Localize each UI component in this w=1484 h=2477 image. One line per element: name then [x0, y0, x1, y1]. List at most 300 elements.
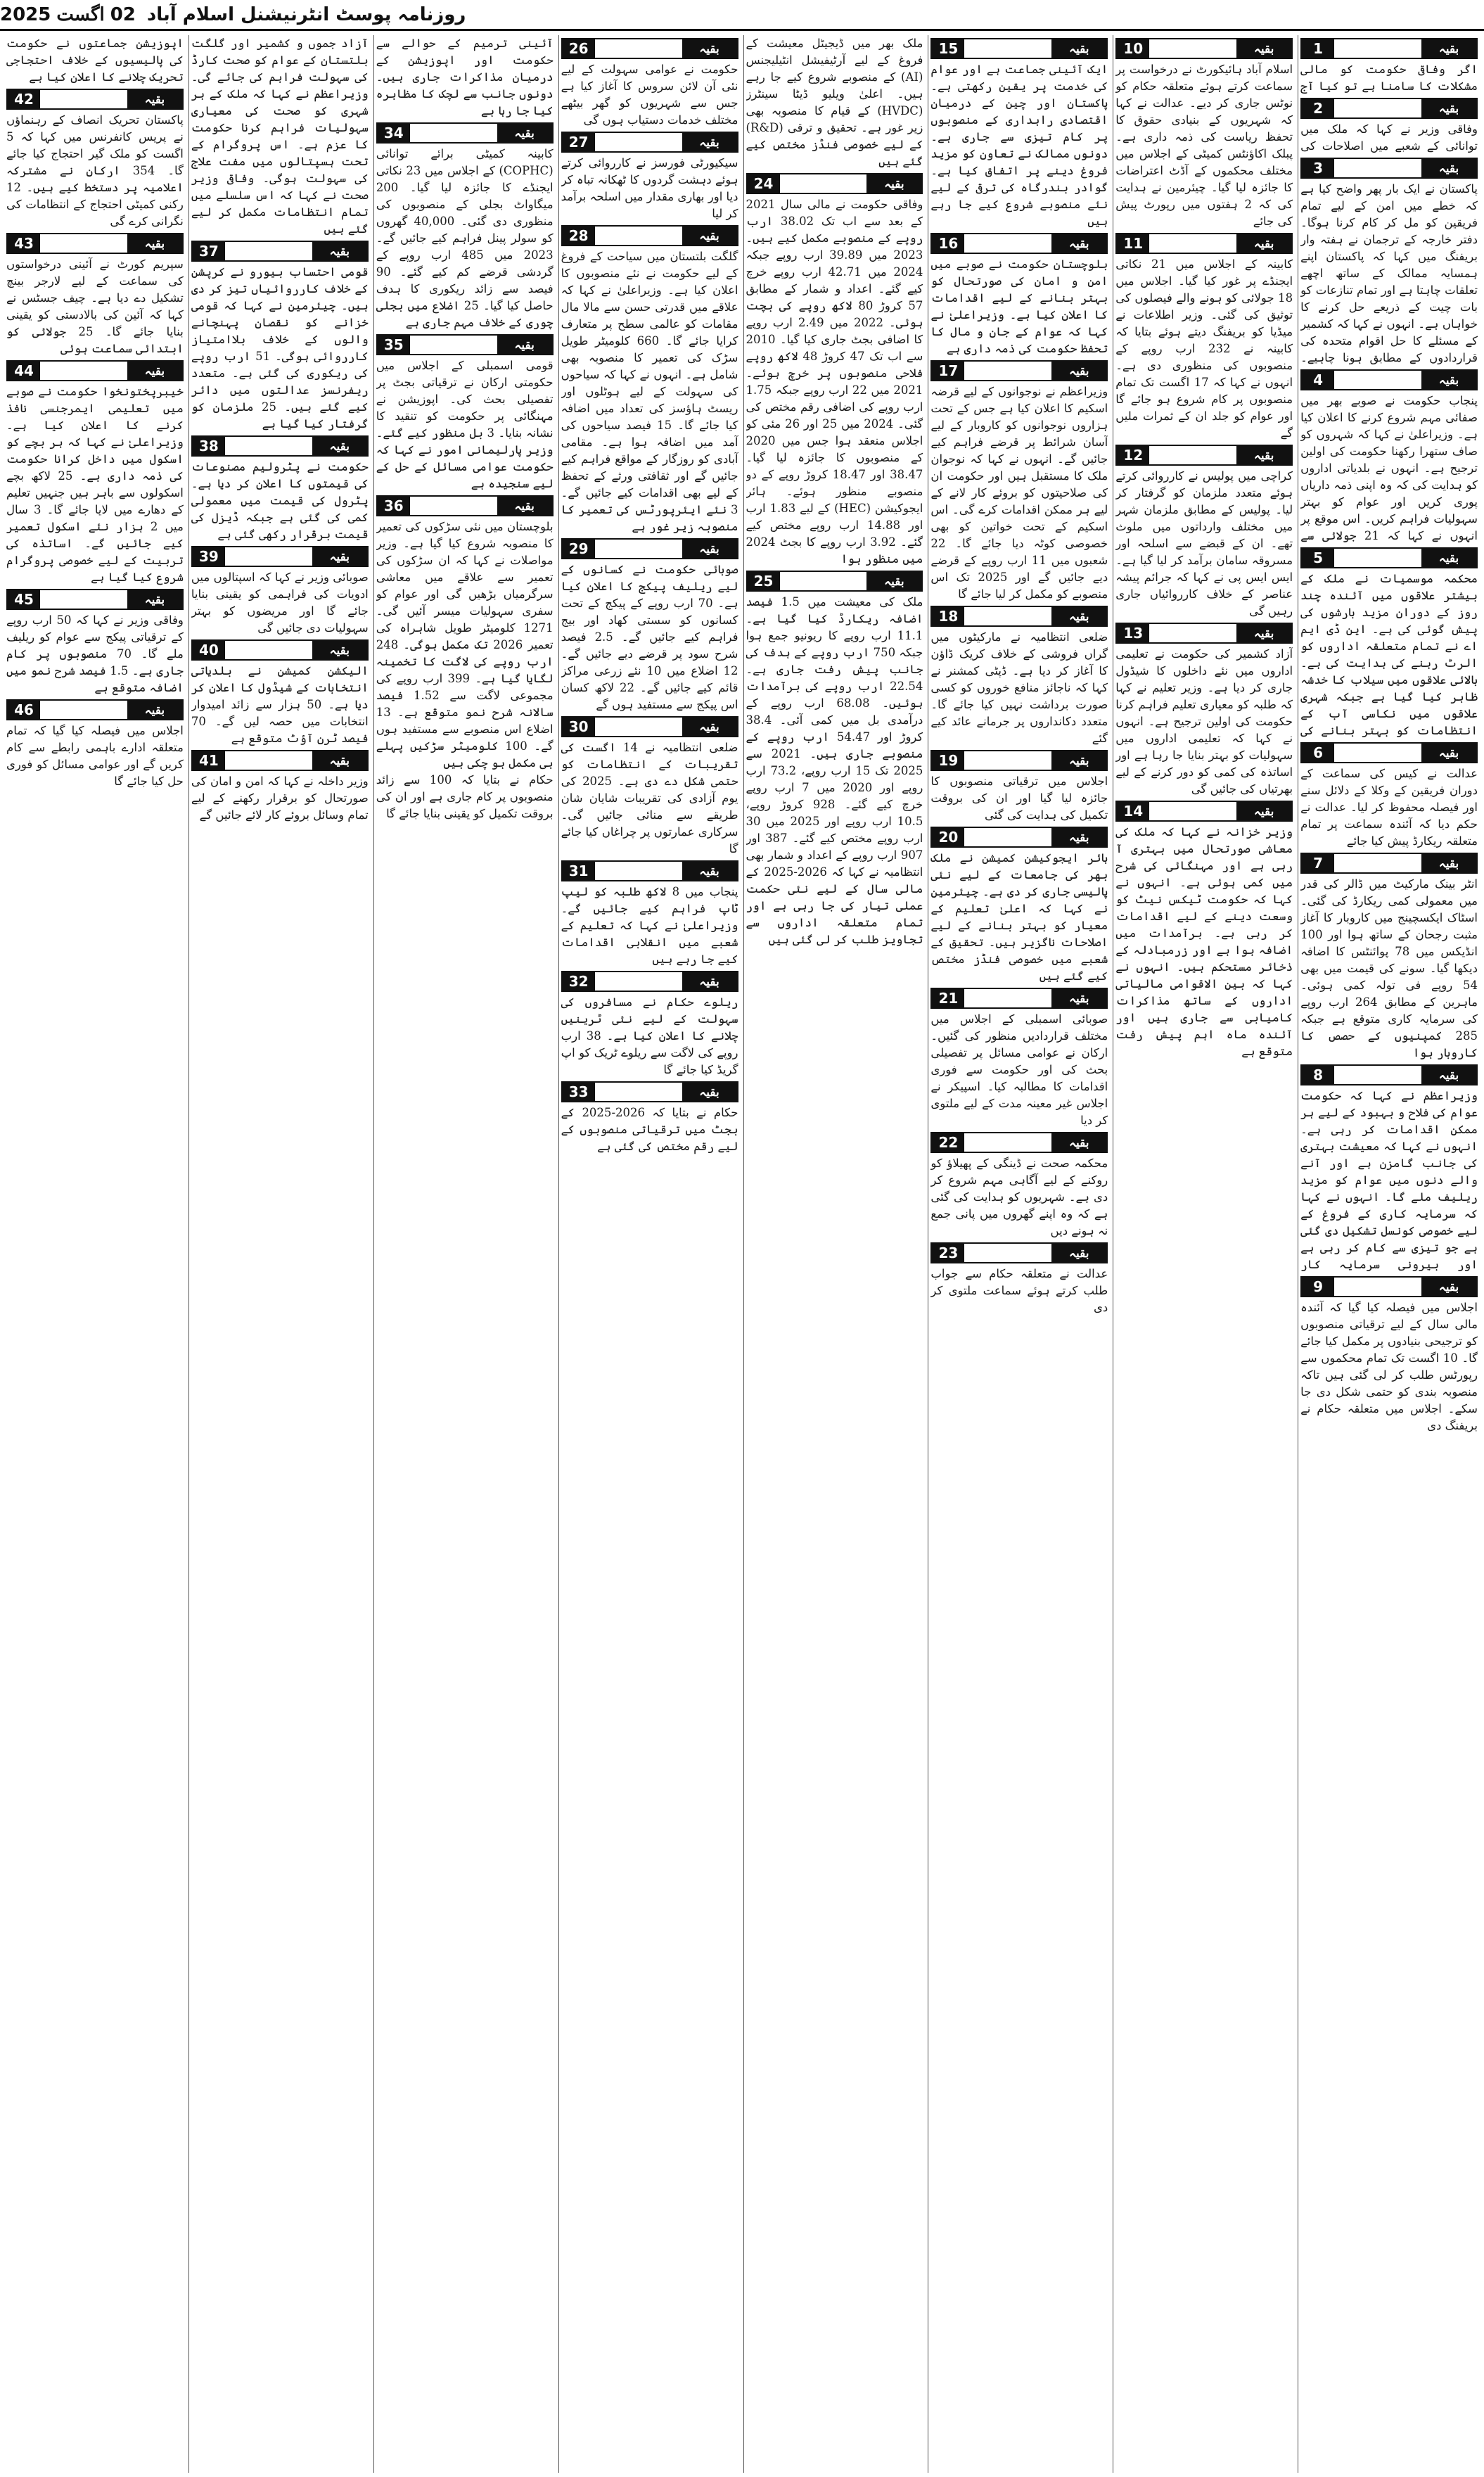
- header-bar: [1334, 549, 1421, 567]
- continuation-label: بقیہ: [682, 540, 737, 558]
- story-10: [1115, 35, 1293, 230]
- continuation-label: بقیہ: [312, 437, 367, 455]
- story-number: 2: [1302, 99, 1334, 117]
- story-cont-4-3: [746, 864, 923, 2473]
- continuation-label: بقیہ: [1051, 989, 1106, 1007]
- header-bar: [595, 972, 682, 991]
- header-bar: [595, 540, 682, 558]
- masthead: [0, 0, 1484, 31]
- story-body: اسلام آباد ہائیکورٹ نے درخواست پر سماعت کرتے ہوئے متعلقہ حکام کو نوٹس جاری کر دیے۔ عدالت نے کہا کہ شہریوں کے بنیادی حقوق کا تحفظ ریاست کی ذمہ داری ہے۔ پبلک اکاؤنٹس کمیٹی کے اجلاس میں مختلف محکموں کے آڈٹ اعتراضات کا جائزہ لیا گیا۔ چیئرمین نے ہدایت کی کہ 2 ہفتوں میں رپورٹ پیش کی جائے: [1115, 63, 1293, 228]
- continuation-label: بقیہ: [312, 242, 367, 260]
- story-header: [930, 38, 1108, 59]
- story-header: [1300, 547, 1478, 568]
- continuation-label: بقیہ: [1236, 446, 1291, 464]
- story-header: [191, 435, 369, 457]
- story-number: 39: [193, 547, 225, 566]
- story-number: 8: [1302, 1066, 1334, 1084]
- continuation-label: بقیہ: [127, 234, 182, 253]
- story-44: [6, 357, 184, 586]
- story-22: [930, 1129, 1108, 1240]
- continuation-label: بقیہ: [312, 751, 367, 770]
- story-number: 38: [193, 437, 225, 455]
- story-body: اجلاس میں فیصلہ کیا گیا کہ تمام متعلقہ ادارے باہمی رابطے سے کام کریں گے اور عوامی مسائل کو فوری حل کیا جائے گا: [6, 724, 184, 788]
- story-body: سپریم کورٹ نے آئینی درخواستوں کی سماعت کے لیے لارجر بینچ تشکیل دے دیا ہے۔ چیف جسٹس نے کہا کہ آئین کی بالادستی کو یقینی بنایا جائے گا۔ 25 جولائی کو ابتدائی سماعت ہوئی: [6, 257, 184, 355]
- story-body: ہائر ایجوکیشن کمیشن نے ملک بھر کی جامعات کے لیے نئی پالیسی جاری کر دی ہے۔ چیئرمین نے کہا کہ اعلیٰ تعلیم کے معیار کو بہتر بنانے کے لیے اصلاحات ناگزیر ہیں۔ تحقیق کے شعبے میں خصوصی فنڈز مختص کیے گئے ہیں: [930, 851, 1108, 983]
- header-bar: [1149, 802, 1236, 820]
- header-bar: [410, 497, 497, 515]
- continuation-label: بقیہ: [312, 547, 367, 566]
- story-number: 13: [1117, 624, 1149, 642]
- story-body: وزیر خزانہ نے کہا کہ ملک کی معاشی صورتحال میں بہتری آ رہی ہے اور مہنگائی کی شرح میں کمی ہوئی ہے۔ انہوں نے کہا کہ حکومت ٹیکس نیٹ کو وسعت دینے کے لیے اقدامات کر رہی ہے۔ برآمدات میں اضافہ ہوا ہے اور زرمبادلہ کے ذخائر مستحکم ہیں۔ انہوں نے کہا کہ بین الاقوامی مالیاتی اداروں کے ساتھ مذاکرات کامیابی سے جاری ہیں اور آئندہ ماہ اہم پیش رفت متوقع ہے: [1115, 825, 1293, 1058]
- story-body: بلوچستان حکومت نے صوبے میں امن و امان کی صورتحال کو بہتر بنانے کے لیے اقدامات کا اعلان کیا ہے۔ وزیراعلیٰ نے کہا کہ عوام کے جان و مال کا تحفظ حکومت کی ذمہ داری ہے: [930, 257, 1108, 355]
- story-number: 30: [563, 718, 595, 736]
- story-header: [930, 360, 1108, 381]
- story-number: 12: [1117, 446, 1149, 464]
- header-bar: [964, 828, 1051, 846]
- continuation-label: بقیہ: [1421, 99, 1476, 117]
- story-number: 31: [563, 862, 595, 880]
- column-3: [928, 35, 1110, 2473]
- header-bar: [595, 39, 682, 58]
- story-header: [561, 971, 738, 992]
- story-body: ایک آئینی جماعت ہے اور عوام کی خدمت پر یقین رکھتی ہے۔ پاکستان اور چین کے درمیان اقتصادی راہداری کے منصوبوں پر کام تیزی سے جاری ہے۔ دونوں ممالک نے تعاون کو مزید فروغ دینے پر اتفاق کیا ہے۔ گوادر بندرگاہ کی ترقی کے لیے نئے منصوبے شروع کیے جا رہے ہیں: [930, 63, 1108, 228]
- story-body: عدالت نے کیس کی سماعت کے دوران فریقین کے وکلا کے دلائل سنے اور فیصلہ محفوظ کر لیا۔ عدالت نے حکم دیا کہ آئندہ سماعت پر تمام متعلقہ ریکارڈ پیش کیا جائے: [1300, 767, 1478, 848]
- header-bar: [780, 174, 867, 193]
- story-18: [930, 603, 1108, 747]
- story-body: ریلوے حکام نے مسافروں کی سہولت کے لیے نئی ٹرینیں چلانے کا اعلان کیا ہے۔ 38 ارب روپے کی لاگت سے ریلوے ٹریک کو اپ گریڈ کیا جائے گا: [561, 995, 738, 1076]
- continuation-label: بقیہ: [127, 701, 182, 719]
- story-19: [930, 747, 1108, 824]
- story-body: عدالت نے متعلقہ حکام سے جواب طلب کرتے ہوئے سماعت ملتوی کر دی: [930, 1267, 1108, 1314]
- continuation-label: بقیہ: [1421, 549, 1476, 567]
- header-bar: [225, 547, 312, 566]
- story-34: [376, 120, 554, 331]
- story-body: ضلعی انتظامیہ نے 14 اگست کی تقریبات کے انتظامات کو حتمی شکل دے دی ہے۔ 2025 کی یوم آزادی کی تقریبات شایان شان طریقے سے منائی جائیں گی۔ سرکاری عمارتوں پر چراغاں کیا جائے گا: [561, 741, 738, 855]
- continuation-label: بقیہ: [1421, 1278, 1476, 1296]
- story-body: قومی احتساب بیورو نے کرپشن کے خلاف کارروائیاں تیز کر دی ہیں۔ چیئرمین نے کہا کہ قومی خزانے کو نقصان پہنچانے والوں کے خلاف بلاامتیاز کارروائی ہوگی۔ 51 ارب روپے کی ریکوری کی گئی ہے۔ متعدد ریفرنسز عدالتوں میں دائر کیے گئے ہیں۔ 25 ملزمان کو گرفتار کیا گیا ہے: [191, 265, 369, 431]
- story-header: [191, 639, 369, 661]
- story-45: [6, 586, 184, 696]
- story-25: [746, 568, 923, 864]
- story-9: [1300, 1273, 1478, 2473]
- story-number: 23: [932, 1244, 964, 1262]
- continuation-label: بقیہ: [497, 336, 552, 354]
- story-number: 16: [932, 234, 964, 253]
- story-number: 28: [563, 227, 595, 245]
- story-header: [561, 860, 738, 881]
- story-header: [376, 334, 554, 355]
- story-body: ملک بھر میں ڈیجیٹل معیشت کے فروغ کے لیے آرٹیفیشل انٹیلیجنس (AI) کے منصوبے شروع کیے جا رہے ہیں۔ اعلیٰ ویلیو ڈیٹا سینٹرز (HVDC) کے قیام کا منصوبہ بھی زیر غور ہے۔ تحقیق و ترقی (R&D) کے لیے خصوصی فنڈز مختص کیے گئے ہیں: [746, 37, 923, 168]
- story-number: 17: [932, 362, 964, 380]
- story-body: وزیر داخلہ نے کہا کہ امن و امان کی صورتحال کو برقرار رکھنے کے لیے تمام وسائل بروئے کار لائے جائیں گے: [191, 775, 369, 822]
- continuation-label: بقیہ: [682, 227, 737, 245]
- story-body: کابینہ کے اجلاس میں 21 نکاتی ایجنڈے پر غور کیا گیا۔ اجلاس میں 18 جولائی کو ہونے والے فیصلوں کی توثیق کی گئی۔ وزیر اطلاعات نے میڈیا کو بریفنگ دیتے ہوئے بتایا کہ کابینہ نے 232 ارب روپے کے منصوبوں کی منظوری دی ہے۔ انہوں نے کہا کہ 17 اگست تک تمام منصوبوں پر کام شروع ہو جائے گا اور عوام کو جلد ان کے ثمرات ملیں گے: [1115, 257, 1293, 440]
- story-body: خیبرپختونخوا حکومت نے صوبے میں تعلیمی ایمرجنسی نافذ کرنے کا اعلان کیا ہے۔ وزیراعلیٰ نے کہا کہ ہر بچے کو اسکول میں داخل کرانا حکومت کی ذمہ داری ہے۔ 25 لاکھ بچے اسکولوں سے باہر ہیں جنہیں تعلیم کے دھارے میں لایا جائے گا۔ 3 سال میں 2 ہزار نئے اسکول تعمیر کیے جائیں گے۔ اساتذہ کی تربیت کے لیے خصوصی پروگرام شروع کیا گیا ہے: [6, 385, 184, 584]
- header-bar: [964, 1133, 1051, 1152]
- newspaper-page: [4, 35, 1480, 2473]
- header-bar: [595, 227, 682, 245]
- column-2: [1113, 35, 1295, 2473]
- story-number: 14: [1117, 802, 1149, 820]
- story-31: [561, 858, 738, 968]
- story-body: کراچی میں پولیس نے کارروائی کرتے ہوئے متعدد ملزمان کو گرفتار کر لیا۔ پولیس کے مطابق ملزمان شہر میں مختلف وارداتوں میں ملوث تھے۔ ان کے قبضے سے اسلحہ اور مسروقہ سامان برآمد کر لیا گیا ہے۔ ایس ایس پی نے کہا کہ جرائم پیشہ عناصر کے خلاف کارروائیاں جاری رہیں گی: [1115, 469, 1293, 618]
- continuation-label: بقیہ: [682, 972, 737, 991]
- date-year: 2025: [0, 4, 51, 25]
- header-bar: [964, 39, 1051, 58]
- story-body: وفاقی وزیر نے کہا کہ ملک میں توانائی کے شعبے میں اصلاحات کی: [1300, 122, 1478, 153]
- story-number: 7: [1302, 854, 1334, 872]
- story-7: [1300, 850, 1478, 1062]
- story-number: 32: [563, 972, 595, 991]
- story-header: [561, 38, 738, 59]
- continuation-label: بقیہ: [127, 90, 182, 108]
- date-month: اگست: [56, 4, 105, 25]
- story-header: [1300, 369, 1478, 390]
- story-header: [561, 132, 738, 153]
- story-5: [1300, 545, 1478, 739]
- story-number: 3: [1302, 159, 1334, 177]
- story-header: [930, 988, 1108, 1009]
- header-bar: [1149, 39, 1236, 58]
- story-number: 24: [748, 174, 780, 193]
- story-body: گلگت بلتستان میں سیاحت کے فروغ کے لیے حکومت نے نئے منصوبوں کا اعلان کیا ہے۔ وزیراعلیٰ نے کہا کہ علاقے میں قدرتی حسن سے مالا مال مقامات کو عالمی سطح پر متعارف کرایا جائے گا۔ 660 کلومیٹر طویل سڑک کی تعمیر کا منصوبہ بھی شامل ہے۔ انہوں نے کہا کہ سیاحوں کی سہولت کے لیے ہوٹلوں اور ریسٹ ہاؤسز کی تعداد میں اضافہ کیا جائے گا۔ 15 فیصد سیاحوں کی آمد میں اضافہ ہوا ہے۔ مقامی آبادی کو روزگار کے مواقع فراہم کیے جائیں گے اور ثقافتی ورثے کے تحفظ کے لیے بھی اقدامات کیے جائیں گے۔ 3 نئے ایئرپورٹس کی تعمیر کا منصوبہ زیر غور ہے: [561, 250, 738, 533]
- story-body: ملک کی معیشت میں 1.5 فیصد اضافہ ریکارڈ کیا گیا ہے۔ 11.1 ارب روپے کا ریونیو جمع ہوا جبکہ 750 ارب روپے کے ہدف کی جانب پیش رفت جاری ہے۔ 22.54 ارب روپے کی برآمدات ہوئیں۔ 68.08 ارب روپے کے درآمدی بل میں کمی آئی۔ 38.4 کروڑ اور 54.47 ارب روپے کے منصوبے جاری ہیں۔ 2021 سے 2025 تک 15 ارب روپے، 73.2 ارب روپے اور 2020 میں 7 ارب روپے خرچ کیے گئے۔ 928 کروڑ روپے، 10.5 ارب روپے اور 2025 میں 30 ارب روپے مختص کیے گئے۔ 387 اور 907 ارب روپے کے اعداد و شمار بھی: [746, 595, 923, 862]
- continuation-label: بقیہ: [866, 572, 921, 590]
- continuation-label: بقیہ: [682, 1083, 737, 1101]
- story-body: وفاقی وزیر نے کہا کہ 50 ارب روپے کے ترقیاتی پیکج سے عوام کو ریلیف ملے گا۔ 70 منصوبوں پر کام جاری ہے۔ 1.5 فیصد شرح نمو میں اضافہ متوقع ہے: [6, 613, 184, 694]
- header-bar: [1334, 744, 1421, 762]
- story-number: 10: [1117, 39, 1149, 58]
- header-bar: [595, 133, 682, 151]
- story-37: [191, 238, 369, 433]
- header-bar: [1149, 624, 1236, 642]
- story-number: 45: [8, 590, 40, 609]
- story-27: [561, 129, 738, 222]
- story-23: [930, 1240, 1108, 2473]
- story-number: 15: [932, 39, 964, 58]
- story-body: آزاد کشمیر کی حکومت نے تعلیمی اداروں میں نئے داخلوں کا شیڈول جاری کر دیا ہے۔ وزیر تعلیم نے کہا کہ طلبہ کو معیاری تعلیم فراہم کرنا حکومت کی اولین ترجیح ہے۔ انہوں نے کہا کہ تعلیمی اداروں میں سہولیات کو بہتر بنایا جا رہا ہے اور اساتذہ کی کمی کو دور کرنے کے لیے بھرتیاں کی جائیں گی: [1115, 647, 1293, 796]
- story-header: [561, 716, 738, 737]
- story-number: 22: [932, 1133, 964, 1152]
- header-bar: [595, 1083, 682, 1101]
- story-1: [1300, 35, 1478, 95]
- story-body: قومی اسمبلی کے اجلاس میں حکومتی ارکان نے ترقیاتی بجٹ پر تفصیلی بحث کی۔ اپوزیشن نے مہنگائی پر حکومت کو تنقید کا نشانہ بنایا۔ 3 بل منظور کیے گئے۔ وزیر پارلیمانی امور نے کہا کہ حکومت عوامی مسائل کے حل کے لیے سنجیدہ ہے: [376, 359, 554, 490]
- continuation-label: بقیہ: [1236, 234, 1291, 253]
- story-36: [376, 492, 554, 772]
- header-bar: [40, 234, 127, 253]
- header-bar: [964, 751, 1051, 770]
- header-bar: [1334, 39, 1421, 58]
- continuation-label: بقیہ: [312, 641, 367, 659]
- column-1: [1298, 35, 1480, 2473]
- story-body: حکومت نے عوامی سہولت کے لیے نئی آن لائن سروس کا آغاز کیا ہے جس سے شہریوں کو گھر بیٹھے مختلف خدمات دستیاب ہوں گی: [561, 63, 738, 127]
- header-bar: [1334, 1278, 1421, 1296]
- story-13: [1115, 620, 1293, 798]
- story-number: 26: [563, 39, 595, 58]
- story-body: وزیراعظم نے کہا کہ حکومت عوام کی فلاح و بہبود کے لیے ہر ممکن اقدامات کر رہی ہے۔ انہوں نے کہا کہ معیشت بہتری کی جانب گامزن ہے اور آنے والے دنوں میں عوام کو مزید ریلیف ملے گا۔ انہوں نے کہا کہ سرمایہ کاری کے فروغ کے لیے خصوصی کونسل تشکیل دی گئی ہے جو تیزی سے کام کر رہی ہے اور بیرونی سرمایہ کار: [1300, 1089, 1478, 1271]
- story-39: [191, 543, 369, 637]
- story-number: 5: [1302, 549, 1334, 567]
- story-body: بلوچستان میں نئی سڑکوں کی تعمیر کا منصوبہ شروع کیا گیا ہے۔ وزیر مواصلات نے کہا کہ ان سڑکوں کی تعمیر سے علاقے میں معاشی سرگرمیاں بڑھیں گی اور عوام کو سفری سہولیات میسر آئیں گی۔ 1271 کلومیٹر طویل شاہراہ کی تعمیر 2026 تک مکمل ہوگی۔ 248 ارب روپے کی لاگت کا تخمینہ لگایا گیا ہے۔ 399 ارب روپے کی مجموعی لاگت سے 1.52 فیصد سالانہ شرح نمو متوقع ہے۔ 13 اضلاع اس منصوبے سے مستفید ہوں گے۔ 100 کلومیٹر سڑکیں پہلے ہی مکمل ہو چکی ہیں: [376, 520, 554, 770]
- story-header: [1300, 742, 1478, 763]
- continuation-label: بقیہ: [682, 39, 737, 58]
- story-body: اگر وفاقی حکومت کو مالی مشکلات کا سامنا ہے تو کیا آج: [1300, 63, 1478, 93]
- header-bar: [964, 1244, 1051, 1262]
- story-body: وزیراعظم نے نوجوانوں کے لیے قرضہ اسکیم کا اعلان کیا ہے جس کے تحت ہزاروں نوجوانوں کو کاروبار کے لیے آسان شرائط پر قرضے فراہم کیے جائیں گے۔ انہوں نے کہا کہ نوجوان ملک کا مستقبل ہیں اور حکومت ان کی صلاحیتوں کو بروئے کار لانے کے لیے ہر ممکن اقدامات کرے گی۔ اس اسکیم کے تحت خواتین کو بھی خصوصی کوٹہ دیا جائے گا۔ 22 شعبوں میں 11 ارب روپے کے قرضے دیے جائیں گے اور 2025 تک اس منصوبے کو مکمل کر لیا جائے گا: [930, 385, 1108, 601]
- story-number: 4: [1302, 371, 1334, 389]
- story-body: پاکستان نے ایک بار پھر واضح کیا ہے کہ خطے میں امن کے لیے تمام فریقین کو مل کر کام کرنا ہوگا۔ دفتر خارجہ کے ترجمان نے ہفتہ وار بریفنگ میں کہا کہ پاکستان اپنے ہمسایہ ممالک کے ساتھ اچھے تعلقات چاہتا ہے اور تمام تنازعات کو بات چیت کے ذریعے حل کرنے کا خواہاں ہے۔ انہوں نے کہا کہ کشمیر کے مسئلے کا حل اقوام متحدہ کی قراردادوں کے مطابق ہونا چاہیے۔: [1300, 182, 1478, 364]
- header-bar: [1149, 446, 1236, 464]
- story-46: [6, 696, 184, 2473]
- story-header: [191, 241, 369, 262]
- story-body: آئینی ترمیم کے حوالے سے حکومت اور اپوزیشن کے درمیان مذاکرات جاری ہیں۔ دونوں جانب سے لچک کا مظاہرہ کیا جا رہا ہے: [376, 37, 554, 117]
- story-body: پنجاب حکومت نے صوبے بھر میں صفائی مہم شروع کرنے کا اعلان کیا ہے۔ وزیراعلیٰ نے کہا کہ شہروں کو صاف ستھرا رکھنا حکومت کی اولین ترجیح ہے۔ انہوں نے بلدیاتی اداروں کو ہدایت کی کہ وہ اپنی ذمہ داریاں پوری کریں اور عوام کو بہتر سہولیات فراہم کریں۔ اس موقع پر انہوں نے کہا کہ 21 جولائی سے: [1300, 394, 1478, 542]
- story-number: 6: [1302, 744, 1334, 762]
- continuation-label: بقیہ: [1236, 802, 1291, 820]
- story-number: 35: [378, 336, 410, 354]
- story-header: [376, 495, 554, 516]
- continuation-label: بقیہ: [1051, 607, 1106, 625]
- story-header: [930, 750, 1108, 771]
- header-bar: [595, 862, 682, 880]
- story-38: [191, 433, 369, 543]
- story-header: [1300, 1276, 1478, 1297]
- story-body: حکام نے بتایا کہ 2026-2025 کے بجٹ میں ترقیاتی منصوبوں کے لیے رقم مختص کی گئی ہے: [561, 1106, 738, 1153]
- header-bar: [410, 336, 497, 354]
- continuation-label: بقیہ: [497, 497, 552, 515]
- story-number: 19: [932, 751, 964, 770]
- story-header: [6, 589, 184, 610]
- story-number: 1: [1302, 39, 1334, 58]
- story-number: 34: [378, 124, 410, 142]
- story-header: [561, 225, 738, 246]
- continuation-label: بقیہ: [1421, 39, 1476, 58]
- header-bar: [595, 718, 682, 736]
- story-header: [746, 173, 923, 194]
- story-number: 20: [932, 828, 964, 846]
- story-body: پاکستان تحریک انصاف کے رہنماؤں نے پریس کانفرنس میں کہا کہ 5 اگست کو ملک گیر احتجاج کیا جائے گا۔ 354 ارکان نے مشترکہ اعلامیہ پر دستخط کیے ہیں۔ 12 رکنی کمیٹی احتجاج کے انتظامات کی نگرانی کرے گی: [6, 113, 184, 228]
- header-bar: [225, 437, 312, 455]
- story-header: [561, 1081, 738, 1102]
- story-header: [930, 1242, 1108, 1263]
- story-30: [561, 713, 738, 858]
- story-body: ضلعی انتظامیہ نے مارکیٹوں میں گراں فروشی کے خلاف کریک ڈاؤن کا آغاز کر دیا ہے۔ ڈپٹی کمشنر نے کہا کہ ناجائز منافع خوروں کو کسی صورت برداشت نہیں کیا جائے گا۔ متعدد دکانداروں پر جرمانے عائد کیے گئے: [930, 630, 1108, 745]
- story-header: [6, 360, 184, 381]
- story-header: [1115, 233, 1293, 254]
- story-header: [1115, 38, 1293, 59]
- story-35: [376, 331, 554, 492]
- newspaper-title: روزنامہ پوسٹ انٹرنیشنل اسلام آباد: [146, 4, 466, 25]
- story-body: پنجاب میں 8 لاکھ طلبہ کو لیپ ٹاپ فراہم کیے جائیں گے۔ وزیراعلیٰ نے کہا کہ تعلیم کے شعبے میں انقلابی اقدامات کیے جا رہے ہیں: [561, 885, 738, 966]
- continuation-label: بقیہ: [127, 590, 182, 609]
- header-bar: [225, 641, 312, 659]
- story-body: صوبائی اسمبلی کے اجلاس میں مختلف قراردادیں منظور کی گئیں۔ ارکان نے عوامی مسائل پر تفصیلی بحث کی اور حکومت سے فوری اقدامات کا مطالبہ کیا۔ اسپیکر نے اجلاس غیر معینہ مدت کے لیے ملتوی کر دیا: [930, 1012, 1108, 1127]
- story-body: انٹر بینک مارکیٹ میں ڈالر کی قدر میں معمولی کمی ریکارڈ کی گئی۔ اسٹاک ایکسچینج میں کاروبار کا آغاز مثبت رجحان کے ساتھ ہوا اور 100 انڈیکس میں 78 پوائنٹس کا اضافہ دیکھا گیا۔ سونے کی قیمت میں بھی 54 روپے فی تولہ کمی ہوئی۔ ماہرین کے مطابق 264 ارب روپے کی سرمایہ کاری متوقع ہے جبکہ 285 کمپنیوں کے حصص کا کاروبار ہوا: [1300, 877, 1478, 1059]
- story-14: [1115, 798, 1293, 1060]
- story-number: 44: [8, 362, 40, 380]
- continuation-label: بقیہ: [1421, 744, 1476, 762]
- story-body: الیکشن کمیشن نے بلدیاتی انتخابات کے شیڈول کا اعلان کر دیا ہے۔ 50 ہزار سے زائد امیدوار انتخابات میں حصہ لیں گے۔ 70 فیصد ٹرن آؤٹ متوقع ہے: [191, 664, 369, 745]
- story-header: [746, 571, 923, 592]
- header-bar: [40, 90, 127, 108]
- story-header: [930, 827, 1108, 848]
- story-header: [6, 233, 184, 254]
- continuation-label: بقیہ: [127, 362, 182, 380]
- story-cont-6-4: [376, 772, 554, 2473]
- header-bar: [1334, 99, 1421, 117]
- story-number: 40: [193, 641, 225, 659]
- story-40: [191, 637, 369, 747]
- story-32: [561, 968, 738, 1078]
- continuation-label: بقیہ: [1421, 159, 1476, 177]
- story-number: 18: [932, 607, 964, 625]
- story-body: آزاد جموں و کشمیر اور گلگت بلتستان کے عوام کو صحت کارڈ کی سہولت فراہم کی جائے گی۔ وزیراعظم نے کہا کہ ملک کے ہر شہری کو صحت کی معیاری سہولیات فراہم کرنا حکومت کا عزم ہے۔ اس پروگرام کے تحت ہسپتالوں میں مفت علاج کی سہولت ہوگی۔ وفاقی وزیر صحت نے کہا کہ اس سلسلے میں تمام انتظامات مکمل کر لیے گئے ہیں: [191, 37, 369, 236]
- story-number: 42: [8, 90, 40, 108]
- header-bar: [1149, 234, 1236, 253]
- header-bar: [225, 751, 312, 770]
- story-3: [1300, 155, 1478, 367]
- header-bar: [1334, 1066, 1421, 1084]
- story-17: [930, 357, 1108, 603]
- story-header: [930, 233, 1108, 254]
- story-number: 27: [563, 133, 595, 151]
- story-body: کابینہ کمیٹی برائے توانائی (COPHC) کے اجلاس میں 23 نکاتی ایجنڈے کا جائزہ لیا گیا۔ 200 میگاواٹ بجلی کے منصوبوں کی منظوری دی گئی۔ 40,000 گھروں کو سولر پینل فراہم کیے جائیں گے۔ 2023 میں 485 ارب روپے کے گردشی قرضے کم کیے گئے۔ 90 فیصد سے زائد ریکوری کا ہدف حاصل کیا گیا۔ 25 اضلاع میں بجلی چوری کے خلاف مہم جاری ہے: [376, 147, 554, 329]
- story-body: حکام نے بتایا کہ 100 سے زائد منصوبوں پر کام جاری ہے اور ان کی بروقت تکمیل کو یقینی بنایا جائے گا: [376, 773, 554, 820]
- story-15: [930, 35, 1108, 230]
- header-bar: [410, 124, 497, 142]
- continuation-label: بقیہ: [1051, 828, 1106, 846]
- story-number: 29: [563, 540, 595, 558]
- continuation-label: بقیہ: [1421, 371, 1476, 389]
- story-26: [561, 35, 738, 129]
- header-bar: [225, 242, 312, 260]
- date-day: 02: [110, 4, 136, 25]
- column-5: [558, 35, 741, 2473]
- column-4: [743, 35, 926, 2473]
- story-header: [561, 538, 738, 559]
- story-2: [1300, 95, 1478, 155]
- header-bar: [964, 607, 1051, 625]
- header-bar: [40, 590, 127, 609]
- story-header: [1300, 158, 1478, 179]
- story-cont-7-0: [191, 35, 369, 238]
- continuation-label: بقیہ: [1421, 854, 1476, 872]
- story-header: [6, 89, 184, 110]
- story-body: وفاقی حکومت نے مالی سال 2021 کے بعد سے اب تک 38.02 ارب روپے کے منصوبے مکمل کیے ہیں۔ 2023 میں 39.89 ارب روپے جبکہ 2024 میں 42.71 ارب روپے خرچ کیے گئے۔ اعداد و شمار کے مطابق 57 کروڑ 80 لاکھ روپے کی بچت ہوئی۔ 2022 میں 2.49 ارب روپے کا اضافی بجٹ جاری کیا گیا۔ 2010 سے اب تک 47 کروڑ 48 لاکھ روپے فلاحی منصوبوں پر خرچ ہوئے۔ 2021 میں 22 ارب روپے جبکہ 1.75 ارب روپے کی اضافی رقم مختص کی گئی۔ 2024 میں 25 اور 26 مئی کو اجلاس منعقد ہوا جس میں 2020 کے منصوبوں کا جائزہ لیا گیا۔ 38.47 اور 18.47 کروڑ روپے کے دو منصوبے منظور ہوئے۔ ہائر ایجوکیشن (HEC) کے لیے 1.83 ارب اور 14.88 ارب روپے مختص کیے گئے۔ 3.92 ارب روپے کا بجٹ 2024 میں منظور ہوا: [746, 198, 923, 566]
- story-number: 41: [193, 751, 225, 770]
- continuation-label: بقیہ: [1051, 362, 1106, 380]
- column-7: [188, 35, 371, 2473]
- story-body: صوبائی وزیر نے کہا کہ اسپتالوں میں ادویات کی فراہمی کو یقینی بنایا جائے گا اور مریضوں کو بہتر سہولیات دی جائیں گی: [191, 571, 369, 635]
- header-bar: [40, 362, 127, 380]
- continuation-label: بقیہ: [1051, 751, 1106, 770]
- story-cont-6-0: [376, 35, 554, 120]
- story-41: [191, 747, 369, 2473]
- story-header: [930, 1132, 1108, 1153]
- story-4: [1300, 367, 1478, 545]
- column-8: [4, 35, 186, 2473]
- story-number: 37: [193, 242, 225, 260]
- story-body: صوبائی حکومت نے کسانوں کے لیے ریلیف پیکج کا اعلان کیا ہے۔ 70 ارب روپے کے پیکج کے تحت کسانوں کو سستی کھاد اور بیج فراہم کیے جائیں گے۔ 2.5 فیصد شرح سود پر قرضے دیے جائیں گے۔ 12 اضلاع میں 10 نئے زرعی مراکز قائم کیے جائیں گے۔ 22 لاکھ کسان اس پیکج سے مستفید ہوں گے: [561, 563, 738, 711]
- header-bar: [1334, 159, 1421, 177]
- story-33: [561, 1078, 738, 2473]
- story-body: سیکیورٹی فورسز نے کارروائی کرتے ہوئے دہشت گردوں کا ٹھکانہ تباہ کر دیا اور بھاری مقدار میں اسلحہ برآمد کر لیا: [561, 156, 738, 220]
- continuation-label: بقیہ: [1236, 39, 1291, 58]
- story-21: [930, 985, 1108, 1129]
- continuation-label: بقیہ: [682, 862, 737, 880]
- story-number: 25: [748, 572, 780, 590]
- story-11: [1115, 230, 1293, 442]
- header-bar: [780, 572, 867, 590]
- story-number: 11: [1117, 234, 1149, 253]
- story-cont-8-0: [6, 35, 184, 86]
- story-header: [1115, 801, 1293, 822]
- story-43: [6, 230, 184, 357]
- continuation-label: بقیہ: [866, 174, 921, 193]
- continuation-label: بقیہ: [1051, 39, 1106, 58]
- story-body: اپوزیشن جماعتوں نے حکومت کی پالیسیوں کے خلاف احتجاجی تحریک چلانے کا اعلان کیا ہے: [6, 37, 184, 84]
- story-16: [930, 230, 1108, 357]
- story-cont-4-0: [746, 35, 923, 170]
- continuation-label: بقیہ: [497, 124, 552, 142]
- story-header: [1300, 1064, 1478, 1085]
- header-bar: [964, 989, 1051, 1007]
- story-number: 21: [932, 989, 964, 1007]
- story-6: [1300, 739, 1478, 850]
- story-header: [1300, 38, 1478, 59]
- story-body: محکمہ صحت نے ڈینگی کے پھیلاؤ کو روکنے کے لیے آگاہی مہم شروع کر دی ہے۔ شہریوں کو ہدایت کی گئی ہے کہ وہ اپنے گھروں میں پانی جمع نہ ہونے دیں: [930, 1157, 1108, 1237]
- story-header: [1115, 445, 1293, 466]
- story-header: [376, 122, 554, 144]
- story-20: [930, 824, 1108, 985]
- header-bar: [1334, 854, 1421, 872]
- column-6: [373, 35, 556, 2473]
- continuation-label: بقیہ: [1051, 234, 1106, 253]
- story-header: [1300, 98, 1478, 119]
- story-number: 36: [378, 497, 410, 515]
- story-header: [6, 699, 184, 720]
- story-header: [191, 750, 369, 771]
- story-29: [561, 535, 738, 713]
- story-body: حکومت نے پٹرولیم مصنوعات کی قیمتوں کا اعلان کر دیا ہے۔ پٹرول کی قیمت میں معمولی کمی کی گئی ہے جبکہ ڈیزل کی قیمت برقرار رکھی گئی ہے: [191, 460, 369, 541]
- story-header: [1300, 853, 1478, 874]
- continuation-label: بقیہ: [1051, 1133, 1106, 1152]
- story-number: 33: [563, 1083, 595, 1101]
- story-28: [561, 222, 738, 535]
- story-header: [1115, 623, 1293, 644]
- story-body: محکمہ موسمیات نے ملک کے بیشتر علاقوں میں آئندہ چند روز کے دوران مزید بارشوں کی پیش گوئی کی ہے۔ این ڈی ایم اے نے تمام متعلقہ اداروں کو الرٹ رہنے کی ہدایت کی ہے۔ بالائی علاقوں میں سیلاب کا خدشہ ظاہر کیا گیا ہے جبکہ شہری علاقوں میں نکاسی آب کے انتظامات کو بہتر بنانے کی: [1300, 572, 1478, 737]
- story-header: [930, 606, 1108, 627]
- header-bar: [1334, 371, 1421, 389]
- continuation-label: بقیہ: [682, 133, 737, 151]
- header-bar: [964, 362, 1051, 380]
- story-42: [6, 86, 184, 230]
- story-body: اجلاس میں ترقیاتی منصوبوں کا جائزہ لیا گیا اور ان کی بروقت تکمیل کی ہدایت کی گئی: [930, 775, 1108, 822]
- story-12: [1115, 442, 1293, 620]
- story-24: [746, 170, 923, 568]
- story-header: [191, 546, 369, 567]
- continuation-label: بقیہ: [682, 718, 737, 736]
- story-body: انتظامیہ نے کہا کہ 2026-2025 کے مالی سال کے لیے نئی حکمت عملی تیار کی جا رہی ہے اور تمام متعلقہ اداروں سے تجاویز طلب کر لی گئی ہیں: [746, 865, 923, 946]
- continuation-label: بقیہ: [1236, 624, 1291, 642]
- story-number: 9: [1302, 1278, 1334, 1296]
- header-bar: [40, 701, 127, 719]
- story-number: 46: [8, 701, 40, 719]
- continuation-label: بقیہ: [1421, 1066, 1476, 1084]
- story-body: اجلاس میں فیصلہ کیا گیا کہ آئندہ مالی سال کے لیے ترقیاتی منصوبوں کو ترجیحی بنیادوں پر مکمل کیا جائے گا۔ 10 اگست تک تمام محکموں سے رپورٹس طلب کر لی گئی ہیں تاکہ منصوبہ بندی کو حتمی شکل دی جا سکے۔ اجلاس میں متعلقہ حکام نے بریفنگ دی: [1300, 1301, 1478, 1432]
- continuation-label: بقیہ: [1051, 1244, 1106, 1262]
- header-bar: [964, 234, 1051, 253]
